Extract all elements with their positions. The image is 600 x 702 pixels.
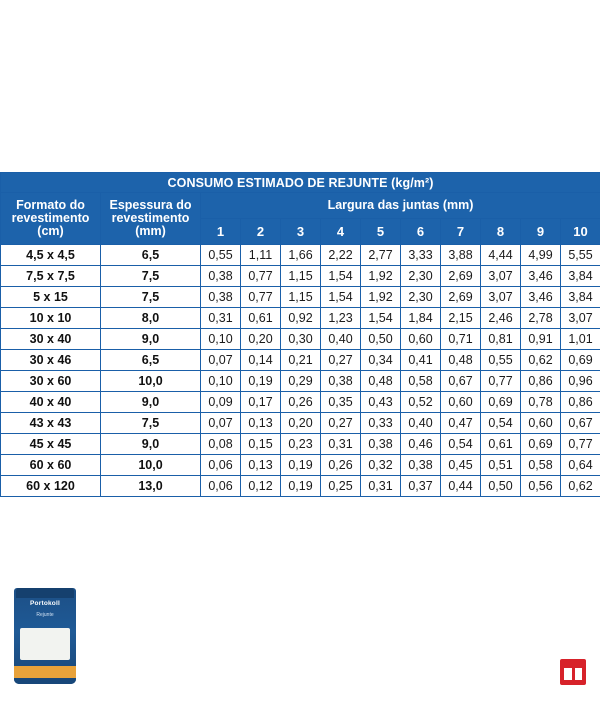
- cell-espessura: 6,5: [101, 350, 201, 371]
- cell-valor: 3,07: [481, 287, 521, 308]
- header-espessura-line-2: revestimento: [111, 211, 190, 225]
- cell-valor: 3,46: [521, 287, 561, 308]
- cell-valor: 1,11: [241, 245, 281, 266]
- header-espessura-revestimento: [101, 193, 201, 245]
- cell-valor: 0,81: [481, 329, 521, 350]
- cell-formato: 7,5 x 7,5: [1, 266, 101, 287]
- cell-valor: 0,62: [561, 476, 600, 497]
- header-junta-7: 7: [441, 219, 481, 245]
- cell-valor: 0,07: [201, 350, 241, 371]
- cell-valor: 3,33: [401, 245, 441, 266]
- table-row: [1, 329, 600, 350]
- cell-valor: 0,50: [481, 476, 521, 497]
- cell-espessura: 7,5: [101, 266, 201, 287]
- cell-espessura: 13,0: [101, 476, 201, 497]
- cell-valor: 0,34: [361, 350, 401, 371]
- bag-top-seal: [16, 588, 74, 598]
- cell-espessura: 7,5: [101, 287, 201, 308]
- cell-valor: 1,23: [321, 308, 361, 329]
- header-espessura-line-3: (mm): [135, 224, 166, 238]
- cell-valor: 1,54: [321, 266, 361, 287]
- cell-valor: 1,15: [281, 266, 321, 287]
- cell-valor: 0,54: [441, 434, 481, 455]
- cell-valor: 0,44: [441, 476, 481, 497]
- cell-formato: 43 x 43: [1, 413, 101, 434]
- header-formato-line-2: revestimento: [11, 211, 90, 225]
- header-formato-line-3: (cm): [37, 224, 64, 238]
- cell-valor: 2,77: [361, 245, 401, 266]
- table-row: [1, 476, 600, 497]
- cell-valor: 0,31: [361, 476, 401, 497]
- cell-valor: 0,40: [401, 413, 441, 434]
- cell-valor: 0,13: [241, 413, 281, 434]
- cell-espessura: 9,0: [101, 329, 201, 350]
- cell-valor: 0,35: [321, 392, 361, 413]
- header-largura-juntas: Largura das juntas (mm): [201, 193, 600, 219]
- cell-valor: 0,38: [201, 287, 241, 308]
- cell-valor: 0,48: [361, 371, 401, 392]
- cell-valor: 0,60: [441, 392, 481, 413]
- bag-subtitle-label: Rejunte: [36, 612, 54, 618]
- cell-valor: 0,69: [481, 392, 521, 413]
- cell-valor: 0,14: [241, 350, 281, 371]
- table-title: CONSUMO ESTIMADO DE REJUNTE (kg/m²): [1, 173, 600, 193]
- cell-valor: 1,92: [361, 266, 401, 287]
- table-row: [1, 350, 600, 371]
- cell-valor: 0,31: [321, 434, 361, 455]
- table-row: [1, 245, 600, 266]
- cell-valor: 0,55: [201, 245, 241, 266]
- cell-valor: 0,19: [241, 371, 281, 392]
- cell-valor: 4,44: [481, 245, 521, 266]
- brand-logo-icon: [560, 659, 586, 685]
- table-row: [1, 371, 600, 392]
- cell-valor: 0,15: [241, 434, 281, 455]
- cell-valor: 1,15: [281, 287, 321, 308]
- cell-valor: 2,69: [441, 287, 481, 308]
- cell-valor: 0,31: [201, 308, 241, 329]
- cell-formato: 30 x 40: [1, 329, 101, 350]
- header-junta-6: 6: [401, 219, 441, 245]
- cell-valor: 0,06: [201, 476, 241, 497]
- cell-valor: 0,51: [481, 455, 521, 476]
- cell-valor: 0,54: [481, 413, 521, 434]
- cell-valor: 0,37: [401, 476, 441, 497]
- cell-valor: 0,23: [281, 434, 321, 455]
- cell-valor: 0,69: [521, 434, 561, 455]
- cell-valor: 0,06: [201, 455, 241, 476]
- cell-formato: 30 x 46: [1, 350, 101, 371]
- cell-valor: 0,07: [201, 413, 241, 434]
- table-row: [1, 266, 600, 287]
- cell-espessura: 8,0: [101, 308, 201, 329]
- cell-valor: 0,26: [281, 392, 321, 413]
- cell-valor: 0,48: [441, 350, 481, 371]
- header-junta-4: 4: [321, 219, 361, 245]
- cell-valor: 0,92: [281, 308, 321, 329]
- cell-valor: 0,60: [401, 329, 441, 350]
- cell-formato: 60 x 120: [1, 476, 101, 497]
- table-row: [1, 392, 600, 413]
- cell-valor: 3,07: [481, 266, 521, 287]
- cell-espessura: 9,0: [101, 434, 201, 455]
- header-junta-2: 2: [241, 219, 281, 245]
- cell-valor: 0,61: [241, 308, 281, 329]
- cell-valor: 0,27: [321, 350, 361, 371]
- cell-valor: 0,56: [521, 476, 561, 497]
- cell-valor: 2,22: [321, 245, 361, 266]
- cell-valor: 0,19: [281, 455, 321, 476]
- cell-valor: 0,17: [241, 392, 281, 413]
- table-row: [1, 308, 600, 329]
- cell-valor: 0,19: [281, 476, 321, 497]
- cell-valor: 4,99: [521, 245, 561, 266]
- cell-valor: 1,54: [361, 308, 401, 329]
- header-junta-5: 5: [361, 219, 401, 245]
- cell-valor: 3,46: [521, 266, 561, 287]
- cell-valor: 0,78: [521, 392, 561, 413]
- header-junta-10: 10: [561, 219, 600, 245]
- cell-valor: 0,38: [201, 266, 241, 287]
- header-junta-8: 8: [481, 219, 521, 245]
- cell-valor: 0,67: [441, 371, 481, 392]
- table-row: [1, 455, 600, 476]
- cell-valor: 0,10: [201, 329, 241, 350]
- cell-espessura: 10,0: [101, 455, 201, 476]
- bag-bottom-seal: [14, 678, 76, 684]
- cell-valor: 0,67: [561, 413, 600, 434]
- cell-formato: 60 x 60: [1, 455, 101, 476]
- cell-valor: 0,38: [321, 371, 361, 392]
- cell-valor: 0,20: [241, 329, 281, 350]
- table-header-row-1: [1, 193, 600, 219]
- cell-valor: 0,86: [521, 371, 561, 392]
- product-bag-image: [14, 588, 76, 684]
- cell-formato: 30 x 60: [1, 371, 101, 392]
- cell-valor: 0,21: [281, 350, 321, 371]
- cell-valor: 0,45: [441, 455, 481, 476]
- cell-valor: 0,58: [401, 371, 441, 392]
- cell-valor: 0,30: [281, 329, 321, 350]
- header-junta-3: 3: [281, 219, 321, 245]
- cell-valor: 0,38: [361, 434, 401, 455]
- cell-valor: 0,29: [281, 371, 321, 392]
- table-row: [1, 413, 600, 434]
- cell-formato: 40 x 40: [1, 392, 101, 413]
- cell-formato: 10 x 10: [1, 308, 101, 329]
- cell-valor: 0,08: [201, 434, 241, 455]
- header-junta-1: 1: [201, 219, 241, 245]
- table-row: [1, 434, 600, 455]
- cell-valor: 0,77: [481, 371, 521, 392]
- cell-valor: 0,20: [281, 413, 321, 434]
- table-row: [1, 287, 600, 308]
- cell-valor: 0,38: [401, 455, 441, 476]
- cell-valor: 0,09: [201, 392, 241, 413]
- cell-valor: 0,27: [321, 413, 361, 434]
- cell-valor: 0,61: [481, 434, 521, 455]
- cell-valor: 0,62: [521, 350, 561, 371]
- cell-valor: 0,86: [561, 392, 600, 413]
- cell-formato: 4,5 x 4,5: [1, 245, 101, 266]
- table-title-row: [1, 173, 600, 193]
- table-body: [1, 245, 600, 497]
- cell-valor: 0,43: [361, 392, 401, 413]
- header-formato-line-1: Formato do: [16, 198, 85, 212]
- cell-valor: 2,46: [481, 308, 521, 329]
- cell-valor: 0,71: [441, 329, 481, 350]
- cell-valor: 1,54: [321, 287, 361, 308]
- cell-valor: 0,41: [401, 350, 441, 371]
- cell-valor: 0,46: [401, 434, 441, 455]
- cell-valor: 0,77: [241, 287, 281, 308]
- bag-white-panel: [20, 628, 70, 660]
- header-formato-revestimento: [1, 193, 101, 245]
- cell-valor: 2,30: [401, 266, 441, 287]
- bag-brand-label: Portokoll: [30, 600, 60, 607]
- cell-formato: 45 x 45: [1, 434, 101, 455]
- cell-formato: 5 x 15: [1, 287, 101, 308]
- header-espessura-line-1: Espessura do: [109, 198, 192, 212]
- cell-espessura: 7,5: [101, 413, 201, 434]
- cell-valor: 3,84: [561, 287, 600, 308]
- cell-valor: 0,40: [321, 329, 361, 350]
- cell-valor: 0,77: [241, 266, 281, 287]
- cell-valor: 3,07: [561, 308, 600, 329]
- cell-valor: 1,92: [361, 287, 401, 308]
- cell-valor: 2,69: [441, 266, 481, 287]
- cell-valor: 0,96: [561, 371, 600, 392]
- cell-valor: 3,84: [561, 266, 600, 287]
- cell-valor: 0,64: [561, 455, 600, 476]
- logo-slit: [572, 668, 575, 680]
- cell-valor: 0,69: [561, 350, 600, 371]
- cell-valor: 3,88: [441, 245, 481, 266]
- cell-valor: 0,32: [361, 455, 401, 476]
- cell-valor: 0,12: [241, 476, 281, 497]
- cell-valor: 0,25: [321, 476, 361, 497]
- cell-espessura: 9,0: [101, 392, 201, 413]
- cell-valor: 0,47: [441, 413, 481, 434]
- cell-valor: 0,33: [361, 413, 401, 434]
- cell-valor: 0,55: [481, 350, 521, 371]
- consumo-table-container: [0, 172, 600, 497]
- cell-espessura: 10,0: [101, 371, 201, 392]
- cell-valor: 0,26: [321, 455, 361, 476]
- cell-valor: 2,15: [441, 308, 481, 329]
- bag-yellow-stripe: [14, 666, 76, 678]
- cell-valor: 0,60: [521, 413, 561, 434]
- cell-espessura: 6,5: [101, 245, 201, 266]
- header-junta-9: 9: [521, 219, 561, 245]
- cell-valor: 0,91: [521, 329, 561, 350]
- consumo-estimado-table: [0, 172, 600, 497]
- cell-valor: 0,52: [401, 392, 441, 413]
- cell-valor: 5,55: [561, 245, 600, 266]
- cell-valor: 1,01: [561, 329, 600, 350]
- cell-valor: 0,10: [201, 371, 241, 392]
- cell-valor: 0,50: [361, 329, 401, 350]
- cell-valor: 0,58: [521, 455, 561, 476]
- cell-valor: 1,66: [281, 245, 321, 266]
- cell-valor: 2,30: [401, 287, 441, 308]
- cell-valor: 2,78: [521, 308, 561, 329]
- cell-valor: 0,77: [561, 434, 600, 455]
- cell-valor: 1,84: [401, 308, 441, 329]
- cell-valor: 0,13: [241, 455, 281, 476]
